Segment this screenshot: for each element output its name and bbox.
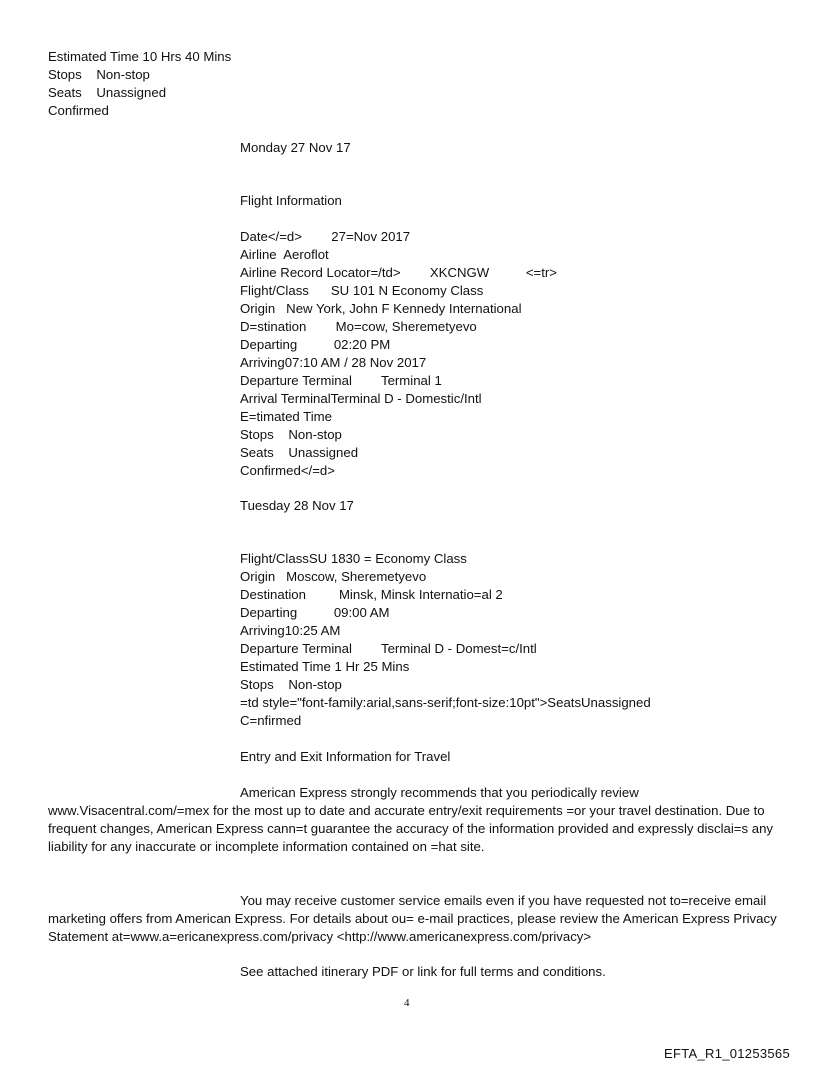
stops-line: Stops Non-stop [48,67,150,82]
day1-line: Departure Terminal Terminal 1 [240,373,442,388]
estimated-time-line: Estimated Time 10 Hrs 40 Mins [48,49,232,64]
terms-note: See attached itinerary PDF or link for full terms and conditions. [240,964,606,979]
day1-line: Date</=d> 27=Nov 2017 [240,229,411,244]
day1-line: Departing 02:20 PM [240,337,391,352]
seats-line: Seats Unassigned [48,85,167,100]
day1-line: Confirmed</=d> [240,463,335,478]
page-number: 4 [404,997,410,1009]
day2-line: Departure Terminal Terminal D - Domest=c/Intl [240,641,537,656]
day1-line: Airline Aeroflot [240,247,329,262]
day1-line: Arrival TerminalTerminal D - Domestic/Intl [240,391,482,406]
entry-exit-text: American Express strongly recommends that you periodically review www.Visacentral.com/=mex for the most up to date and accurate entry/exit requirements =or your travel destination. Due to frequent changes, American Express cann=t guarantee the accuracy of the information provided and expressly disclai=s any liability for any inaccurate or incomplete information contained on =hat site. [48,785,773,854]
day1-line: Airline Record Locator=/td> XKCNGW <=tr> [240,265,557,280]
day1-line: Flight/Class SU 101 N Economy Class [240,283,484,298]
status-line: Confirmed [48,103,109,118]
day1-line: E=timated Time [240,409,332,424]
day2-line: Flight/ClassSU 1830 = Economy Class [240,551,467,566]
day1-line: D=stination Mo=cow, Sheremetyevo [240,319,477,334]
day2-line: Departing 09:00 AM [240,605,390,620]
day1-line: Origin New York, John F Kennedy International [240,301,522,316]
day2-line: =td style="font-family:arial,sans-serif;font-size:10pt">SeatsUnassigned [240,695,651,710]
flight-info-title: Flight Information [240,193,342,208]
day2-line: Stops Non-stop [240,677,342,692]
document-id: EFTA_R1_01253565 [664,1046,790,1061]
day2-line: C=nfirmed [240,713,302,728]
day2-line: Destination Minsk, Minsk Internatio=al 2 [240,587,503,602]
entry-exit-title: Entry and Exit Information for Travel [240,749,451,764]
day1-line: Stops Non-stop [240,427,342,442]
privacy-text: You may receive customer service emails even if you have requested not to=receive email marketing offers from American Express. For details about ou= e-mail practices, please review the American Express Privacy Statement at=www.a=ericanexpress.com/privacy <http://www.americanexpress.com/privacy> [48,893,777,944]
day1-date-heading: Monday 27 Nov 17 [240,140,351,155]
day1-line: Arriving07:10 AM / 28 Nov 2017 [240,355,427,370]
day2-line: Origin Moscow, Sheremetyevo [240,569,427,584]
day1-line: Seats Unassigned [240,445,359,460]
entry-exit-paragraph [48,784,778,856]
day2-date-heading: Tuesday 28 Nov 17 [240,498,354,513]
day2-line: Estimated Time 1 Hr 25 Mins [240,659,410,674]
privacy-paragraph [48,892,778,946]
day2-line: Arriving10:25 AM [240,623,341,638]
